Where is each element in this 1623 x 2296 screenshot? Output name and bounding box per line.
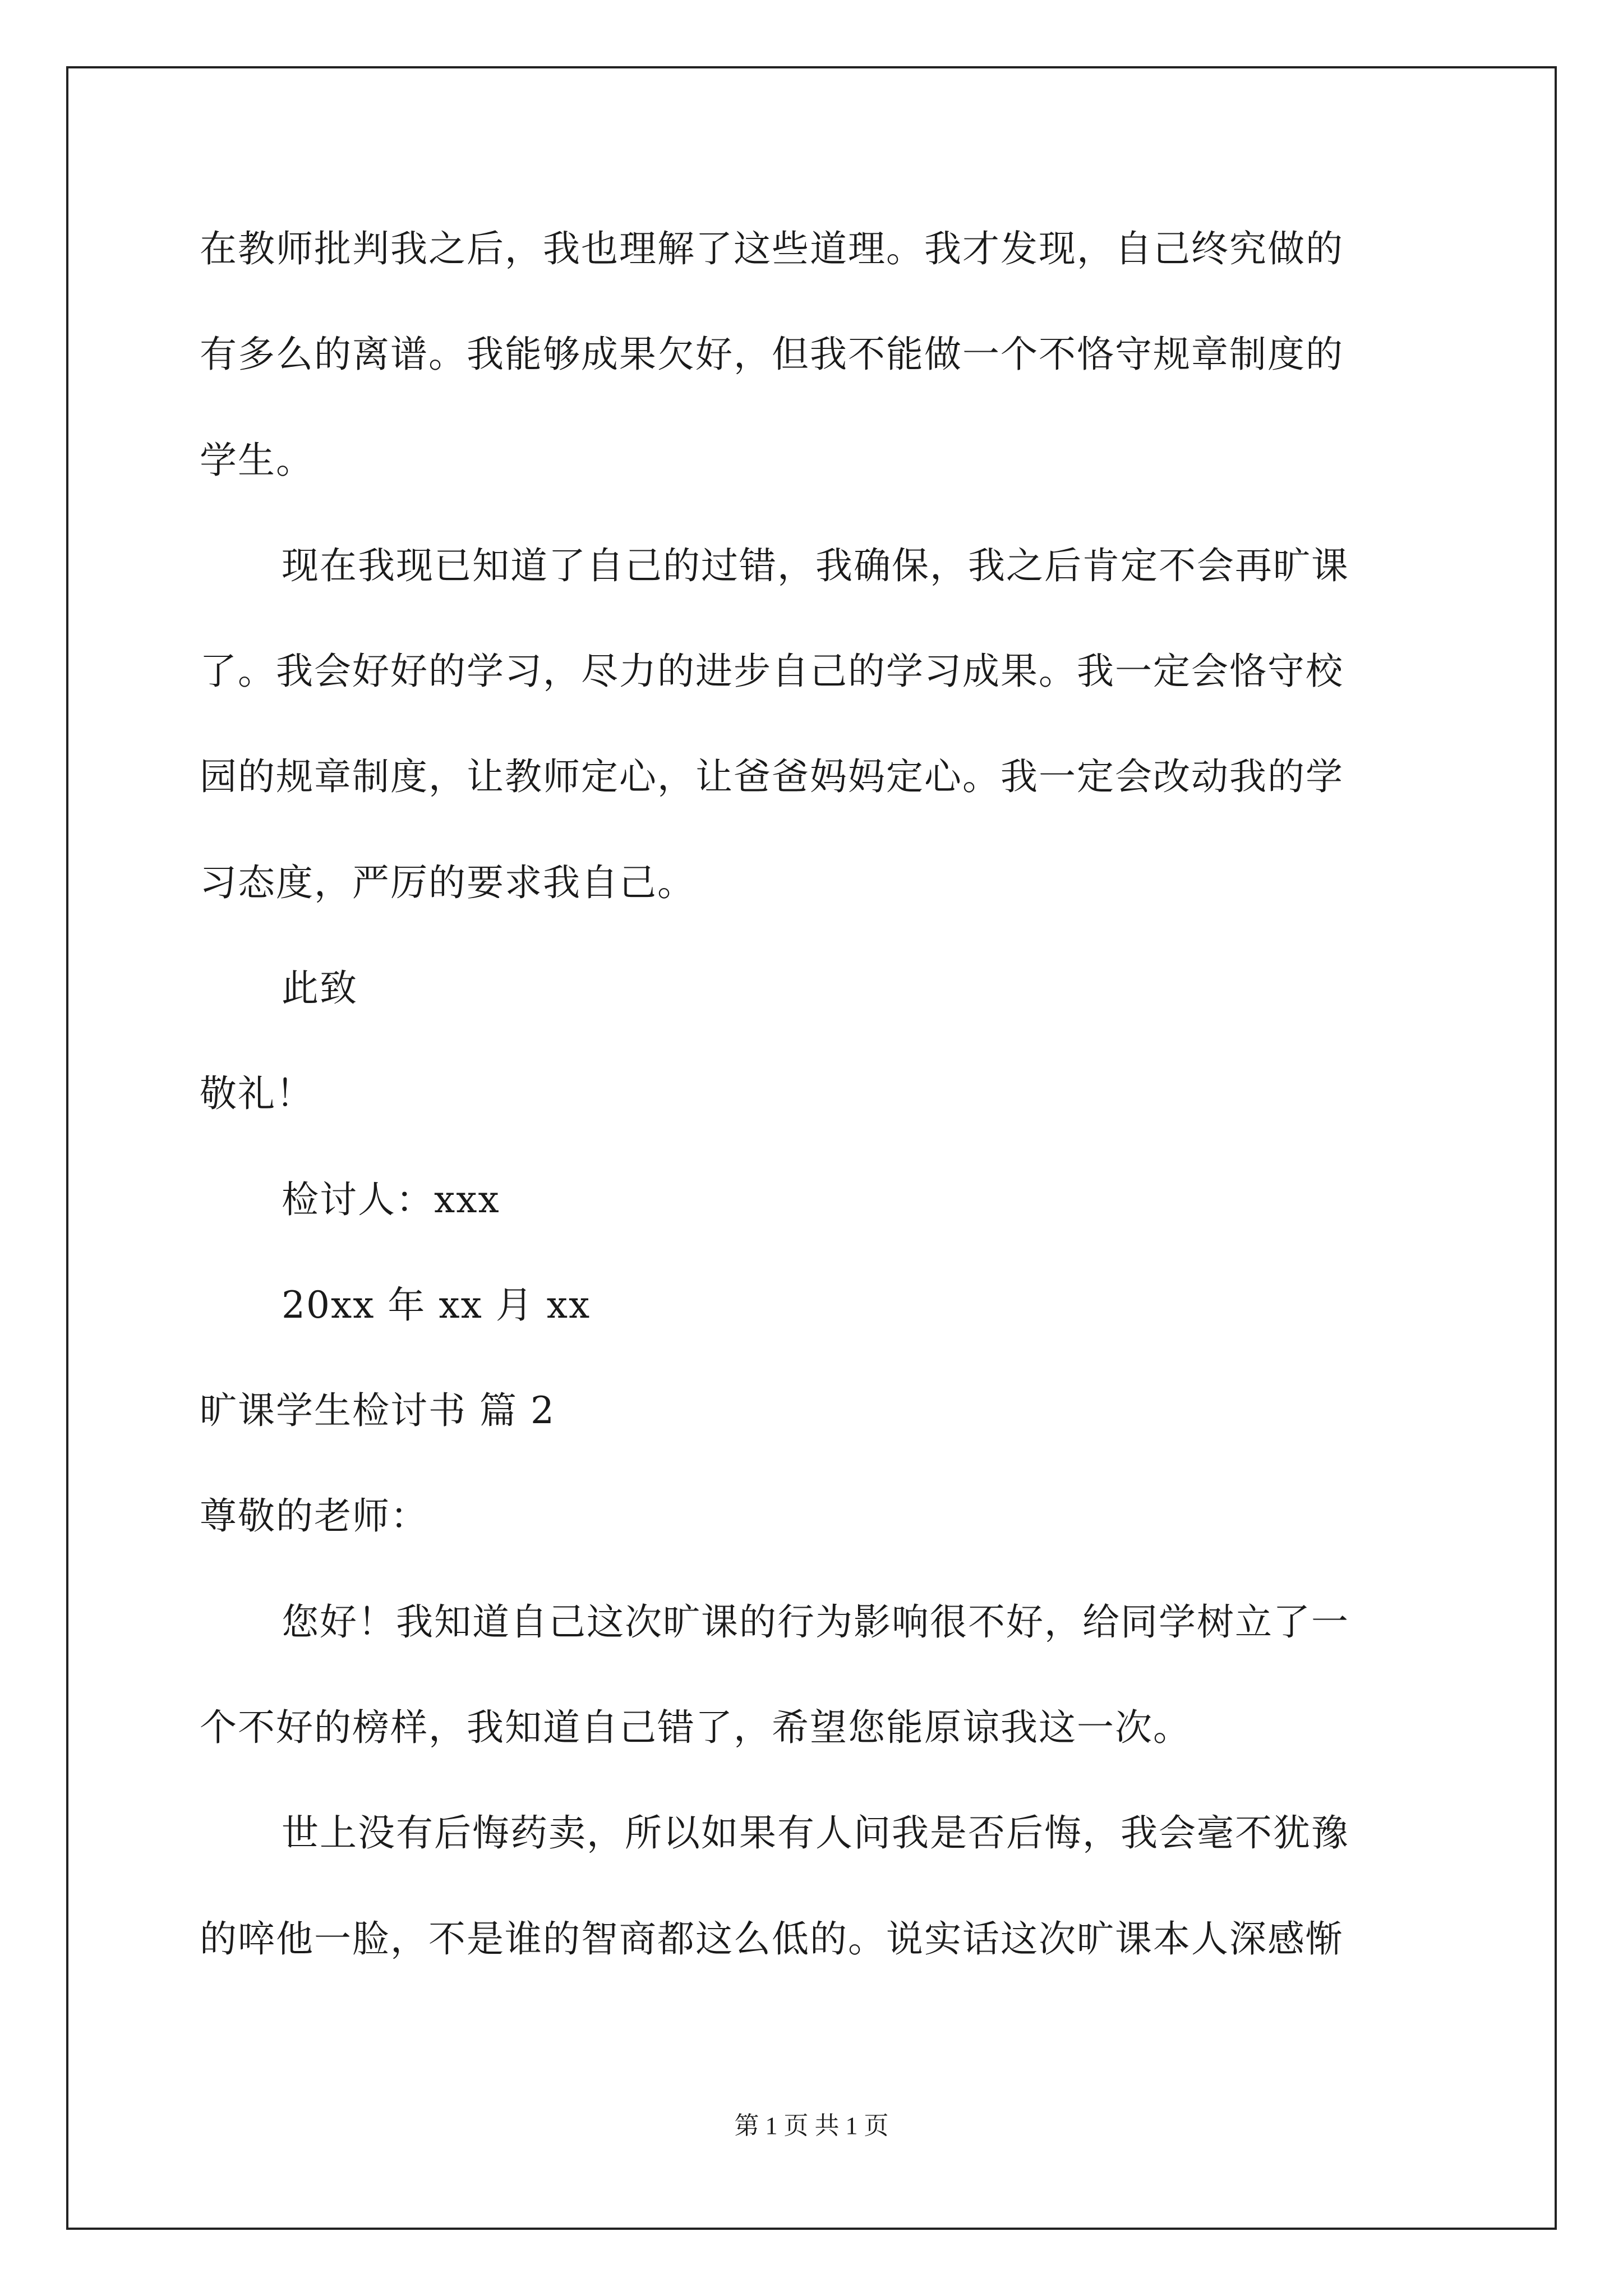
salutation: 敬礼！ (200, 1072, 314, 1115)
paragraph-1-line-1: 在教师批判我之后，我也理解了这些道理。我才发现，自己终究做的 (200, 227, 1344, 270)
paragraph-4-line-2: 的啐他一脸，不是谁的智商都这么低的。说实话这次旷课本人深感惭 (200, 1917, 1344, 1961)
greeting: 尊敬的老师： (200, 1494, 428, 1538)
paragraph-1-line-3: 学生。 (200, 439, 314, 482)
paragraph-1-line-2: 有多么的离谱。我能够成果欠好，但我不能做一个不恪守规章制度的 (200, 333, 1344, 376)
paragraph-2-line-4: 习态度，严厉的要求我自己。 (200, 861, 695, 904)
closing-phrase: 此致 (282, 967, 358, 1010)
section-title: 旷课学生检讨书 篇 2 (200, 1389, 555, 1432)
paragraph-2-line-3: 园的规章制度，让教师定心，让爸爸妈妈定心。我一定会改动我的学 (200, 755, 1344, 798)
signer-line: 检讨人：xxx (282, 1178, 500, 1221)
paragraph-3-line-1: 您好！我知道自己这次旷课的行为影响很不好，给同学树立了一 (282, 1600, 1349, 1644)
paragraph-2-line-1: 现在我现已知道了自己的过错，我确保，我之后肯定不会再旷课 (282, 544, 1349, 587)
page-footer: 第 1 页 共 1 页 (734, 2112, 889, 2139)
date-line: 20xx 年 xx 月 xx (282, 1283, 591, 1327)
paragraph-3-line-2: 个不好的榜样，我知道自己错了，希望您能原谅我这一次。 (200, 1706, 1191, 1749)
paragraph-4-line-1: 世上没有后悔药卖，所以如果有人问我是否后悔，我会毫不犹豫 (282, 1811, 1349, 1855)
page-border (66, 66, 1557, 2230)
paragraph-2-line-2: 了。我会好好的学习，尽力的进步自己的学习成果。我一定会恪守校 (200, 650, 1344, 693)
